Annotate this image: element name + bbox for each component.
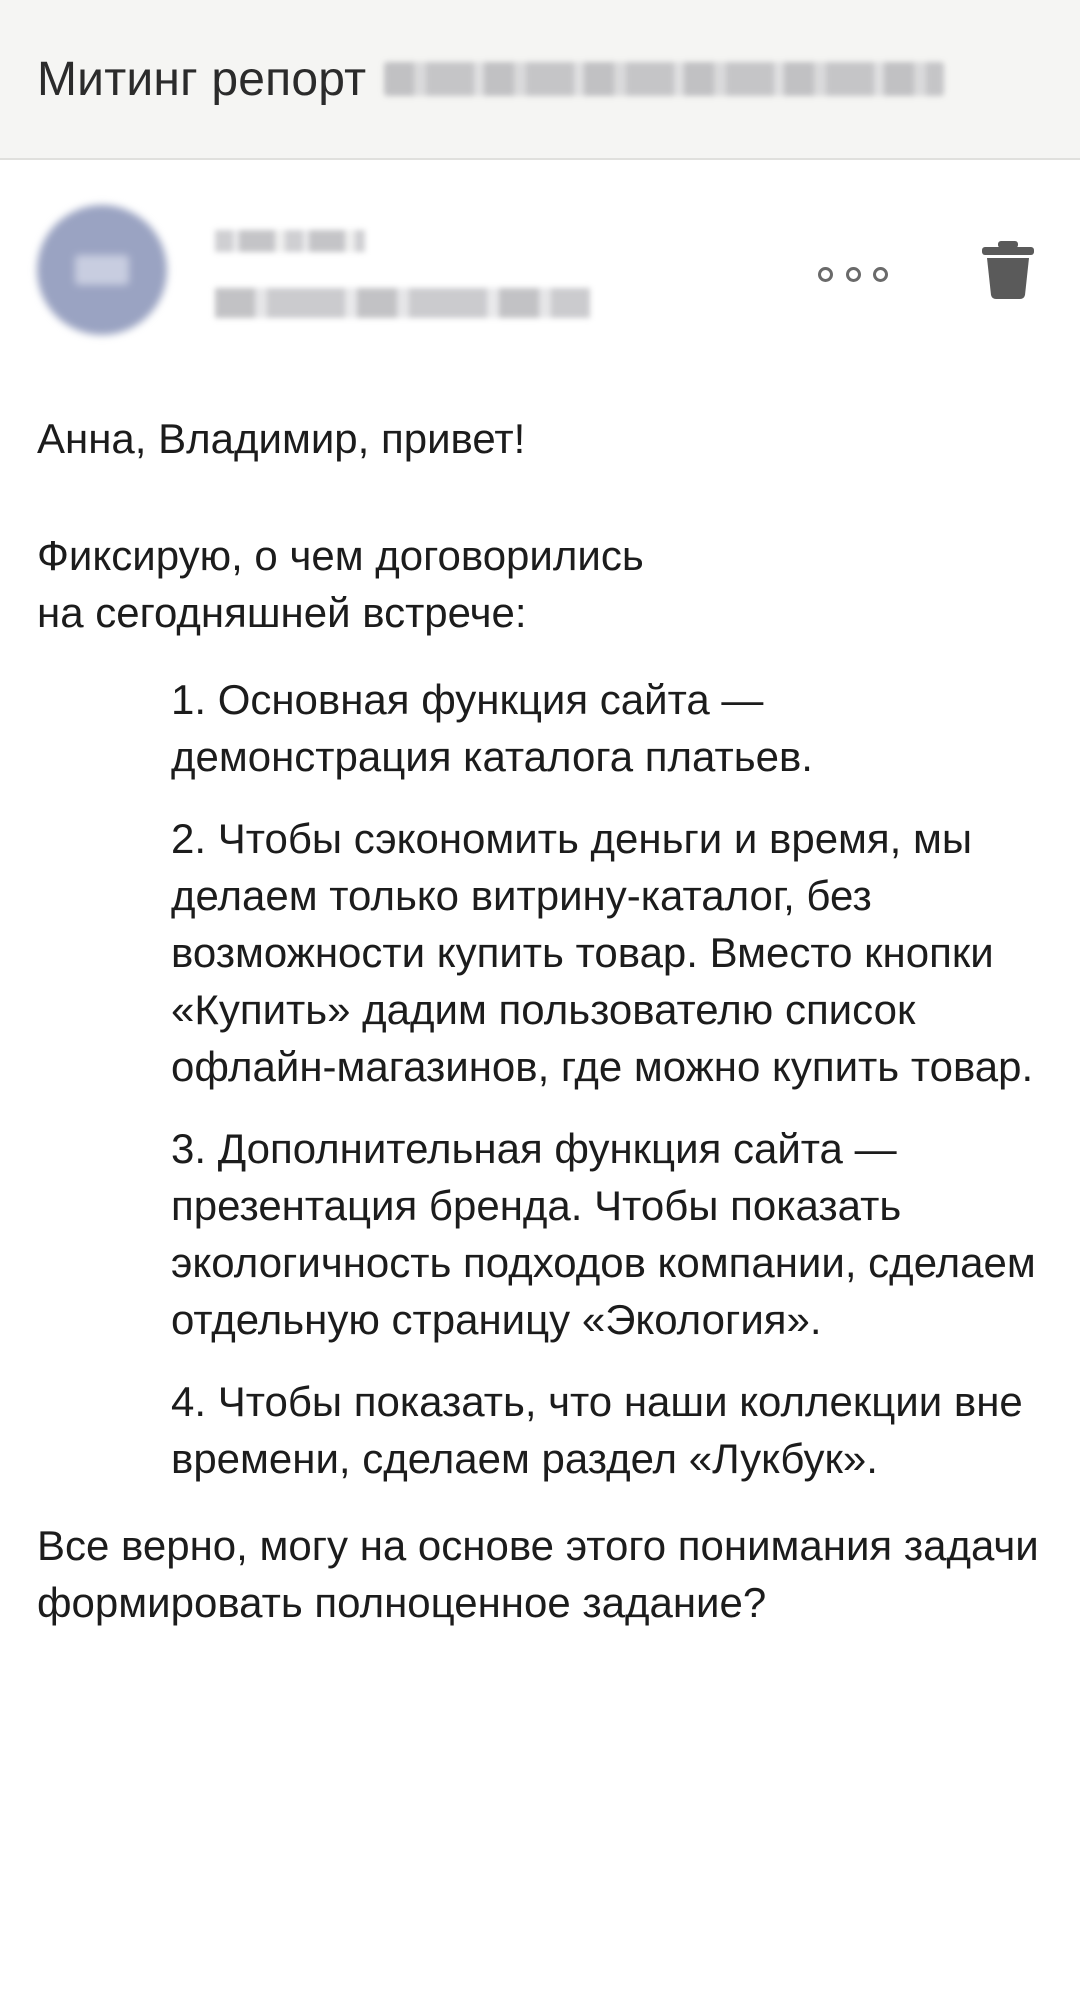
list-item: 2. Чтобы сэкономить деньги и время, мы делаем только витрину-каталог, без возможности купить товар. Вместо кнопки «Купить» дадим пользователю список офлайн-магазинов, где можно купить товар. (171, 815, 1034, 1090)
trash-icon[interactable] (978, 238, 1038, 300)
sender-row (0, 190, 1080, 360)
more-options-icon[interactable] (818, 262, 888, 286)
list-item: 4. Чтобы показать, что наши коллекции вне времени, сделаем раздел «Лукбук». (171, 1378, 1023, 1482)
list-item: 1. Основная функция сайта — демонстрация каталога платьев. (171, 676, 813, 780)
intro-text (37, 527, 1047, 641)
subject-redacted-part (384, 62, 944, 96)
email-header (0, 0, 1080, 160)
closing-text: Все верно, могу на основе этого понимания задачи формировать полноценное задание? (37, 1522, 1039, 1626)
intro-line-2: на сегодняшней встрече: (37, 589, 527, 636)
sent-date-redacted (215, 288, 590, 318)
greeting-text: Анна, Владимир, привет! (37, 415, 526, 462)
intro-line-1: Фиксирую, о чем договорились (37, 532, 644, 579)
list-item: 3. Дополнительная функция сайта — презентация бренда. Чтобы показать экологичность подходов компании, сделаем отдельную страницу «Экология». (171, 1125, 1036, 1343)
sender-name-redacted (215, 230, 365, 252)
email-subject: Митинг репорт (37, 52, 367, 106)
avatar[interactable] (37, 205, 167, 335)
agreement-list (37, 671, 1047, 1487)
email-body (37, 410, 1047, 1631)
